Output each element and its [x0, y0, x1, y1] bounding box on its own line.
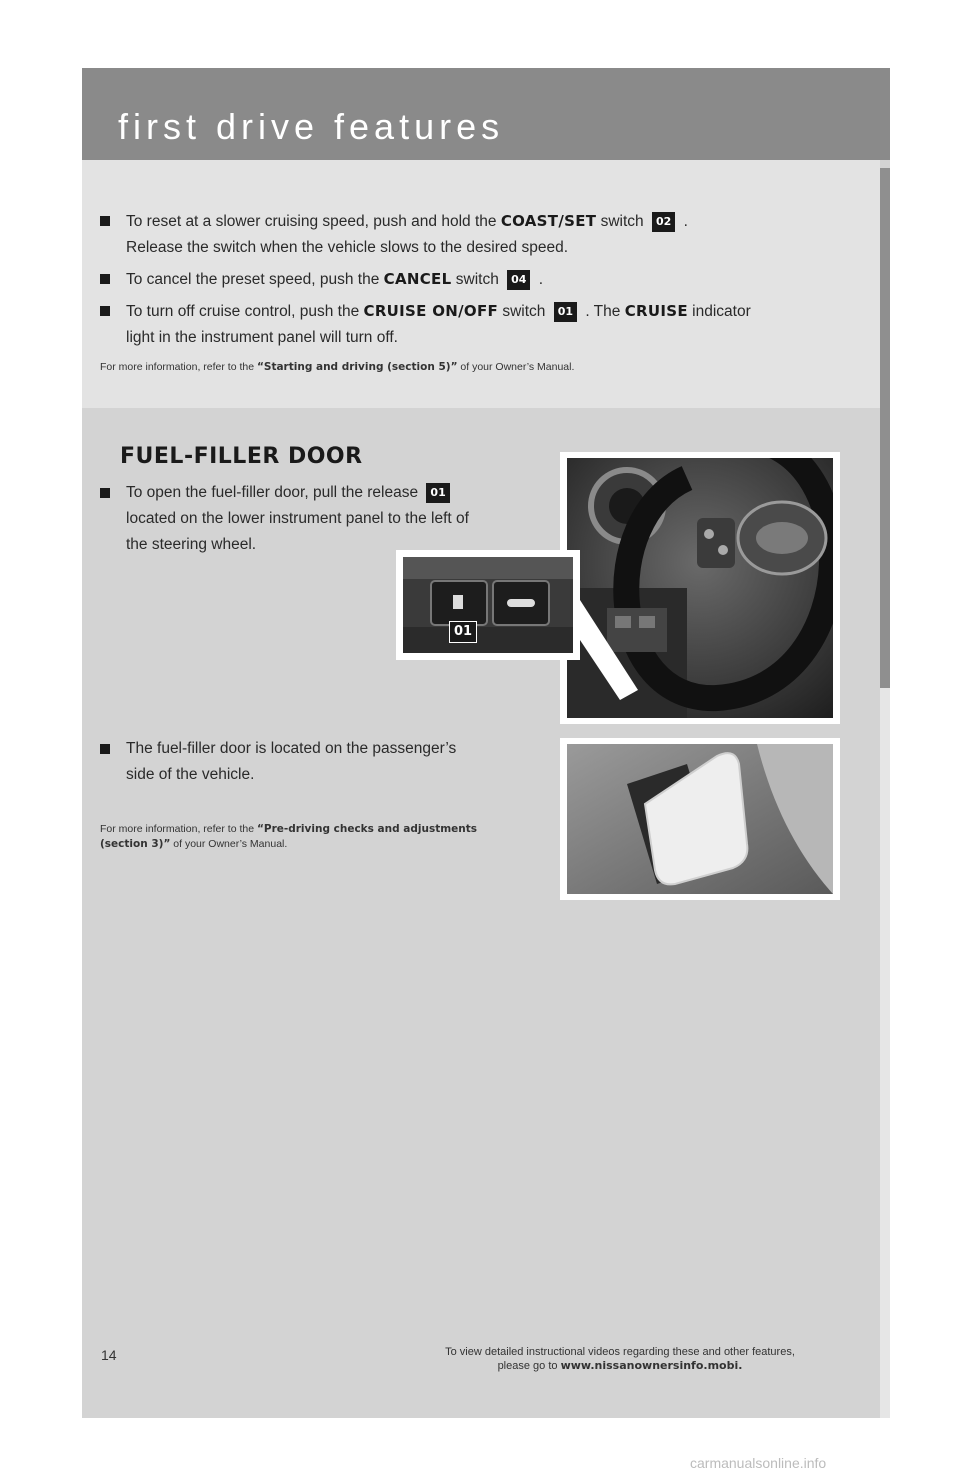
cruise-bullet-reset [126, 208, 688, 261]
bullet-square-icon [100, 216, 110, 226]
note-text: For more information, refer to the [100, 823, 257, 835]
note-section-reference: “Starting and driving (section 5)” [256, 361, 458, 373]
cruise-bullet-text: switch [596, 213, 648, 230]
bullet-square-icon [100, 744, 110, 754]
page-header [82, 68, 890, 160]
cruise-bullet-off [126, 298, 751, 351]
fuel-bullet-text: side of the vehicle. [126, 766, 255, 783]
cruise-bullet-text: . [534, 271, 544, 288]
cruise-bullet-text: To turn off cruise control, push the [126, 303, 364, 320]
footer-url-link[interactable]: www.nissanownersinfo.mobi. [560, 1359, 743, 1372]
fuel-door-photo [567, 744, 833, 894]
footer-line: To view detailed instructional videos regarding these and other features, [445, 1346, 795, 1358]
note-text: of your Owner’s Manual. [170, 838, 288, 850]
cruise-bullet-text: switch [498, 303, 550, 320]
page-title: first drive features [118, 106, 505, 147]
cruise-bullet-text: To reset at a slower cruising speed, push and hold the [126, 213, 501, 230]
note-section-reference: (section 3)” [100, 838, 171, 850]
callout-badge-01: 01 [426, 483, 449, 503]
bullet-square-icon [100, 306, 110, 316]
fuel-door-illustration [567, 744, 833, 894]
cruise-on-off-keyword: CRUISE ON/OFF [363, 302, 499, 320]
bullet-square-icon [100, 274, 110, 284]
fuel-bullet-location [126, 736, 456, 788]
coast-set-keyword: COAST/SET [500, 212, 597, 230]
note-section-reference: “Pre-driving checks and adjustments [256, 823, 478, 835]
cruise-keyword: CRUISE [624, 302, 688, 320]
callout-badge-02: 02 [652, 212, 675, 232]
section-title: FUEL-FILLER DOOR [120, 444, 363, 469]
fuel-reference-note [100, 822, 477, 852]
fuel-bullet-text: the steering wheel. [126, 536, 257, 553]
footer-line: please go to [497, 1360, 561, 1372]
cruise-bullet-text: light in the instrument panel will turn off. [126, 329, 398, 346]
release-lever-illustration [403, 557, 573, 653]
fuel-bullet-text: The fuel-filler door is located on the passenger’s [126, 740, 457, 757]
inset-callout-badge-01: 01 [449, 621, 477, 643]
fuel-bullet-text: located on the lower instrument panel to the left of [126, 510, 469, 527]
cruise-bullet-text: . The [581, 303, 625, 320]
callout-badge-04: 04 [507, 270, 530, 290]
cruise-reference-note [100, 361, 574, 373]
cruise-bullet-text: Release the switch when the vehicle slows to the desired speed. [126, 239, 568, 256]
cruise-bullet-text: indicator [687, 303, 751, 320]
note-text: of your Owner’s Manual. [457, 361, 575, 373]
fuel-bullet-text: To open the fuel-filler door, pull the release [126, 484, 423, 501]
footer-note [430, 1345, 810, 1373]
cruise-bullet-cancel [126, 266, 543, 293]
bullet-square-icon [100, 488, 110, 498]
fuel-bullet-open [126, 480, 469, 558]
callout-badge-01: 01 [554, 302, 577, 322]
side-tab-band [880, 168, 890, 688]
cancel-keyword: CANCEL [383, 270, 452, 288]
side-tab-band-lower [880, 688, 890, 1418]
cruise-bullet-text: To cancel the preset speed, push the [126, 271, 384, 288]
release-lever-inset-photo [403, 557, 573, 653]
watermark: carmanualsonline.info [690, 1455, 827, 1471]
cruise-bullet-text: . [679, 213, 688, 230]
note-text: For more information, refer to the [100, 361, 257, 373]
page-number: 14 [101, 1347, 117, 1363]
cruise-bullet-text: switch [451, 271, 504, 288]
